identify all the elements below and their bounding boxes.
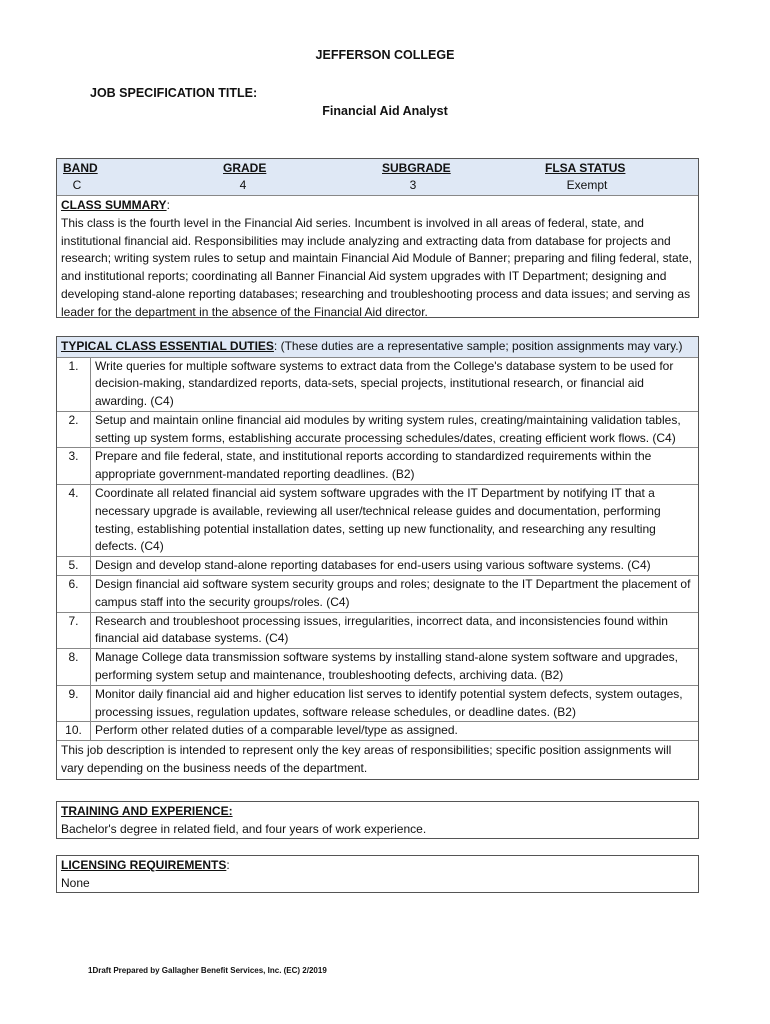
duty-item	[57, 613, 698, 650]
duty-item	[57, 358, 698, 412]
duties-subtitle: : (These duties are a representative sample; position assignments may vary.)	[273, 339, 683, 353]
band-label: BAND	[63, 161, 98, 175]
duty-number: 3.	[57, 448, 91, 484]
duty-number: 2.	[57, 412, 91, 448]
subgrade-value: 3	[409, 178, 417, 192]
classification-box	[56, 158, 699, 318]
duties-title: TYPICAL CLASS ESSENTIAL DUTIES	[61, 339, 274, 353]
footer-note: 1Draft Prepared by Gallagher Benefit Services, Inc. (EC) 2/2019	[88, 966, 327, 975]
grade-label: GRADE	[223, 161, 267, 175]
duty-item	[57, 686, 698, 723]
college-name: JEFFERSON COLLEGE	[315, 48, 455, 62]
duties-box	[56, 336, 699, 780]
licensing-colon: :	[226, 858, 230, 872]
duty-text: Coordinate all related financial aid system software upgrades with the IT Department by notifying IT that a necessary upgrade is available, reviewing all user/technical release guides and documentation, performing testing, establishing potential installation dates, setting up new functionality, and researching any resulting defects. (C4)	[95, 486, 661, 554]
duties-header	[57, 337, 698, 358]
duty-list	[57, 358, 698, 742]
duty-number: 8.	[57, 649, 91, 685]
licensing-title: LICENSING REQUIREMENTS	[61, 858, 227, 872]
duty-number: 6.	[57, 576, 91, 612]
duty-text: Write queries for multiple software systems to extract data from the College's database system to be used for decision-making, standardized reports, data-sets, special projects, institutional research, or financial aid awarding. (C4)	[95, 358, 674, 409]
flsa-label: FLSA STATUS	[545, 161, 626, 175]
duty-number: 10.	[57, 722, 91, 740]
flsa-value: Exempt	[566, 178, 608, 192]
class-summary-title: CLASS SUMMARY	[61, 198, 167, 212]
duty-text: Setup and maintain online financial aid modules by writing system rules, creating/maintaining validation tables, setting up system forms, establishing accurate processing schedules/dates, creating efficient work flows. (C4)	[95, 412, 681, 445]
duty-number: 1.	[57, 358, 91, 411]
duties-closing: This job description is intended to represent only the key areas of responsibilities; specific position assignments will vary depending on the business needs of the department.	[61, 743, 672, 776]
duty-number: 4.	[57, 485, 91, 556]
duty-item	[57, 557, 698, 576]
duty-text: Research and troubleshoot processing issues, irregularities, incorrect data, and inconsistencies found within financial aid database systems. (C4)	[95, 613, 668, 646]
duty-item	[57, 649, 698, 686]
duty-text: Design financial aid software system security groups and roles; designate to the IT Department the placement of campus staff into the security groups/roles. (C4)	[95, 577, 691, 609]
training-box	[56, 801, 699, 839]
classification-header	[57, 159, 698, 196]
job-spec-label: JOB SPECIFICATION TITLE:	[90, 86, 258, 100]
duty-text: Perform other related duties of a comparable level/type as assigned.	[95, 723, 458, 738]
training-title: TRAINING AND EXPERIENCE:	[61, 804, 233, 818]
duty-item	[57, 485, 698, 557]
band-value: C	[72, 178, 82, 192]
duty-item	[57, 576, 698, 613]
duty-text: Design and develop stand-alone reporting databases for end-users using various software systems. (C4)	[95, 558, 651, 573]
grade-value: 4	[239, 178, 247, 192]
duty-text: Prepare and file federal, state, and institutional reports according to standardized requirements within the appropriate government-mandated reporting deadlines. (B2)	[95, 449, 652, 482]
subgrade-label: SUBGRADE	[382, 161, 451, 175]
duty-number: 9.	[57, 686, 91, 722]
class-summary: CLASS SUMMARY: This class is the fourth level in the Financial Aid series. Incumbent is involved in all areas of federal, state, and institutional financial aid. Responsibilities may include analyzing and extracting data from database for projects and research; writing system rules to setup and maintain Financial Aid Module of Banner; preparing and filing federal, state, and institutional reports; coordinating all Banner Financial Aid system upgrades with IT Department; designing and developing stand-alone reporting databases; researching and troubleshooting process and data issues; and serving as leader for the department in the absence of the Financial Aid director.	[61, 198, 693, 319]
duty-item	[57, 722, 698, 741]
duty-number: 5.	[57, 557, 91, 575]
job-spec-title: Financial Aid Analyst	[322, 104, 448, 118]
duty-number: 7.	[57, 613, 91, 649]
training-body: Bachelor's degree in related field, and four years of work experience.	[61, 821, 427, 836]
duty-text: Manage College data transmission software systems by installing stand-alone system software and upgrades, performing system setup and maintenance, troubleshooting defects, archiving data. (B2)	[95, 650, 678, 683]
licensing-body: None	[61, 875, 90, 890]
class-summary-body: This class is the fourth level in the Financial Aid series. Incumbent is involved in all areas of federal, state, and institutional financial aid. Responsibilities may include analyzing and extracting data from database for projects and research; writing system rules to setup and maintain Financial Aid Module of Banner; preparing and filing federal, state, and institutional reports; coordinating all Banner Financial Aid system upgrades with IT Department; designing and developing stand-alone reporting databases; researching and troubleshooting process and data issues; and serving as leader for the department in the absence of the Financial Aid director.	[61, 215, 693, 319]
duty-text: Monitor daily financial aid and higher education list serves to identify potential system defects, system outages, processing issues, regulation updates, software release schedules, or deadline dates. (B2)	[95, 686, 683, 719]
licensing-box	[56, 855, 699, 893]
duty-item	[57, 448, 698, 485]
duty-item	[57, 412, 698, 449]
